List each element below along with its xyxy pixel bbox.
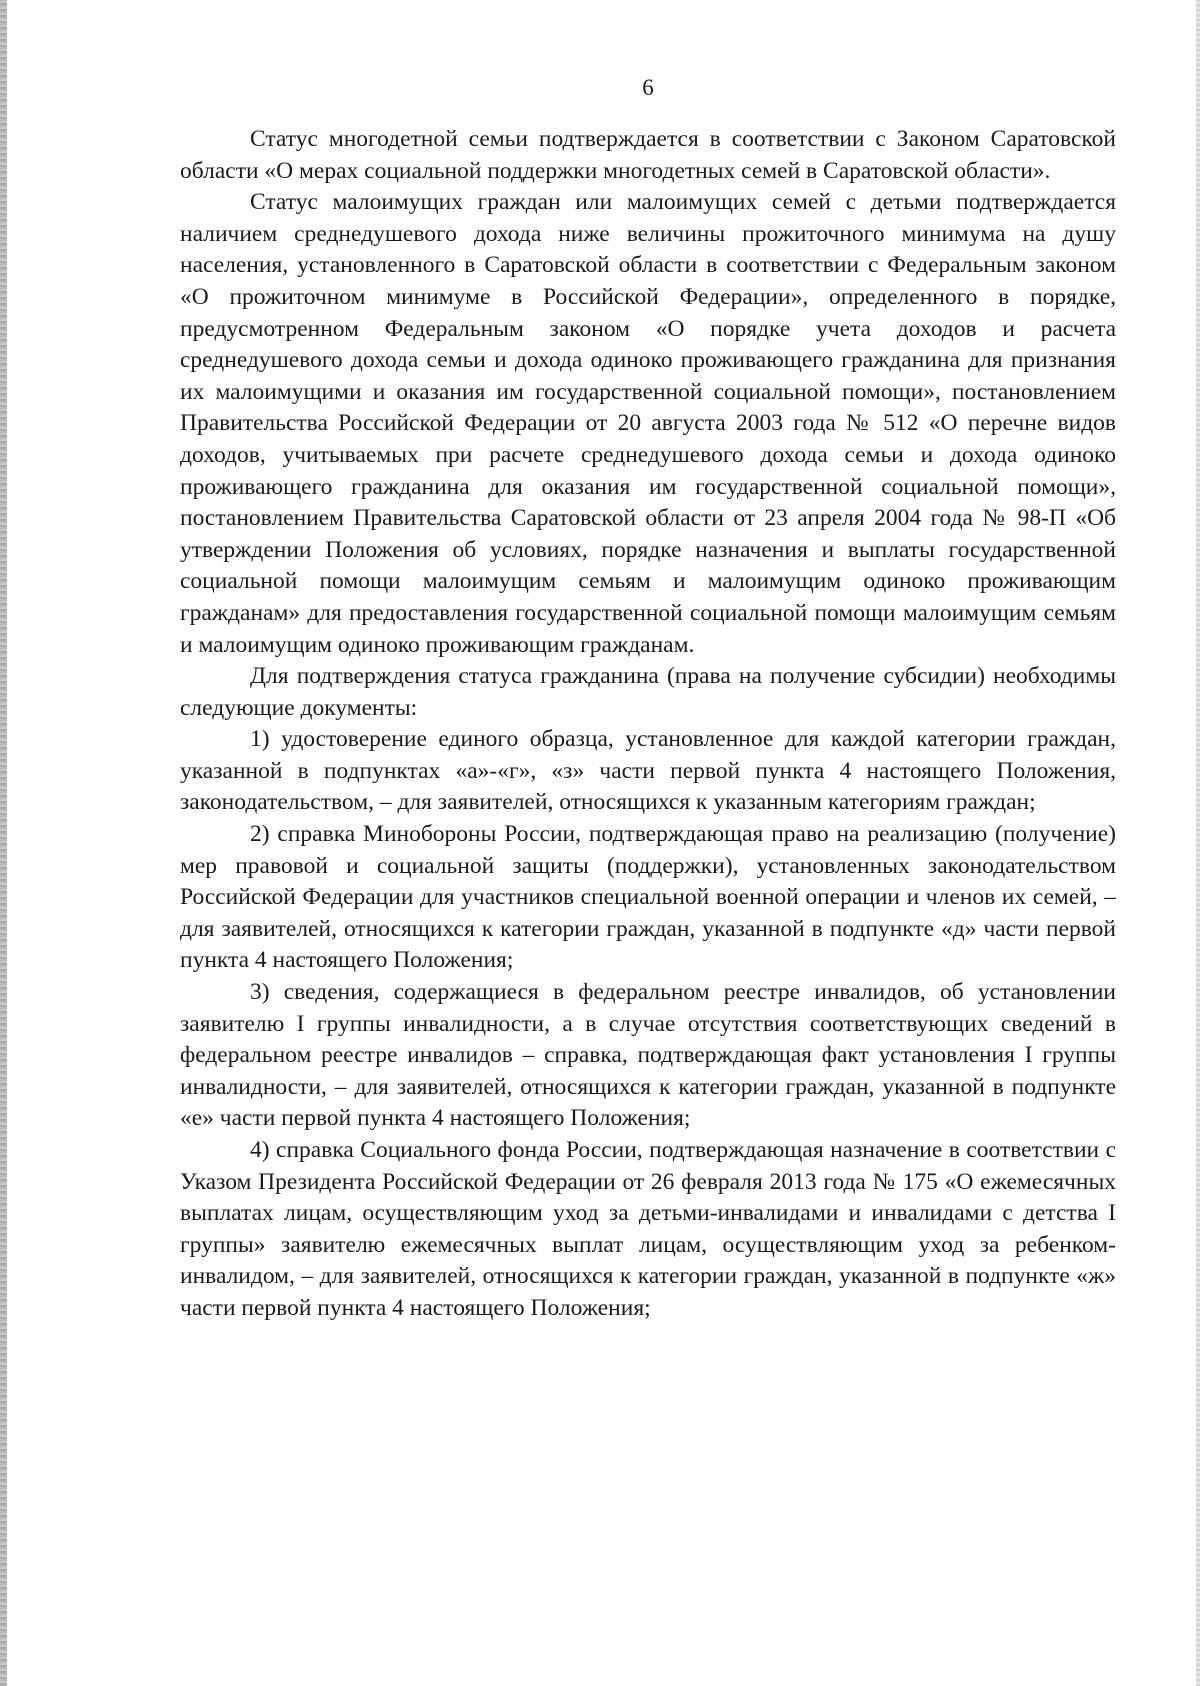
document-body xyxy=(180,124,1116,1325)
document-page xyxy=(180,0,1116,1686)
list-item-3-disability-registry: 3) сведения, содержащиеся в федеральном реестре инвалидов, об установлении заявителю I группы инвалидности, а в случае отсутствия соответствующих сведений в федеральном реестре инвалидов – справка, подтверждающая факт установления I группы инвалидности, – для заявителей, относящихся к категории граждан, указанной в подпункте «е» части первой пункта 4 настоящего Положения; xyxy=(180,979,1116,1132)
paragraph-low-income-status: Статус малоимущих граждан или малоимущих семей с детьми подтверждается наличием среднедушевого дохода ниже величины прожиточного минимума на душу населения, установленного в Саратовской области в соответствии с Федеральным законом «О прожиточном минимуме в Российской Федерации», определенного в порядке, предусмотренном Федеральным законом «О порядке учета доходов и расчета среднедушевого дохода семьи и дохода одиноко проживающего гражданина для признания их малоимущими и оказания им государственной социальной помощи», постановлением Правительства Российской Федерации от 20 августа 2003 года № 512 «О перечне видов доходов, учитываемых при расчете среднедушевого дохода семьи и дохода одиноко проживающего гражданина для оказания им государственной социальной помощи», постановлением Правительства Саратовской области от 23 апреля 2004 года № 98-П «Об утверждении Положения об условиях, порядке назначения и выплаты государственной социальной помощи малоимущим семьям и малоимущим одиноко проживающим гражданам» для предоставления государственной социальной помощи малоимущим семьям и малоимущим одиноко проживающим гражданам. xyxy=(180,189,1116,658)
list-item-4-social-fund-certificate: 4) справка Социального фонда России, подтверждающая назначение в соответствии с Указом Президента Российской Федерации от 26 февраля 2013 года № 175 «О ежемесячных выплатах лицам, осуществляющим уход за детьми-инвалидами и инвалидами с детства I группы» заявителю ежемесячных выплат лицам, осуществляющим уход за ребенком-инвалидом, – для заявителей, относящихся к категории граждан, указанной в подпункте «ж» части первой пункта 4 настоящего Положения; xyxy=(180,1137,1116,1321)
page-number: 6 xyxy=(642,75,654,100)
list-item-1-certificate: 1) удостоверение единого образца, установленное для каждой категории граждан, указанной в подпунктах «а»-«г», «з» части первой пункта 4 настоящего Положения, законодательством, – для заявителей, относящихся к указанным категориям граждан; xyxy=(180,726,1116,816)
scan-edge-left xyxy=(0,0,7,1686)
paragraph-large-family-status: Статус многодетной семьи подтверждается в соответствии с Законом Саратовской области «О мерах социальной поддержки многодетных семей в Саратовской области». xyxy=(180,126,1116,184)
paragraph-required-documents-intro: Для подтверждения статуса гражданина (права на получение субсидии) необходимы следующие документы: xyxy=(180,663,1116,721)
list-item-2-defense-ministry-certificate: 2) справка Минобороны России, подтверждающая право на реализацию (получение) мер правовой и социальной защиты (поддержки), установленных законодательством Российской Федерации для участников специальной военной операции и членов их семей, – для заявителей, относящихся к категории граждан, указанной в подпункте «д» части первой пункта 4 настоящего Положения; xyxy=(180,821,1116,974)
scan-edge-right xyxy=(1196,0,1200,1686)
